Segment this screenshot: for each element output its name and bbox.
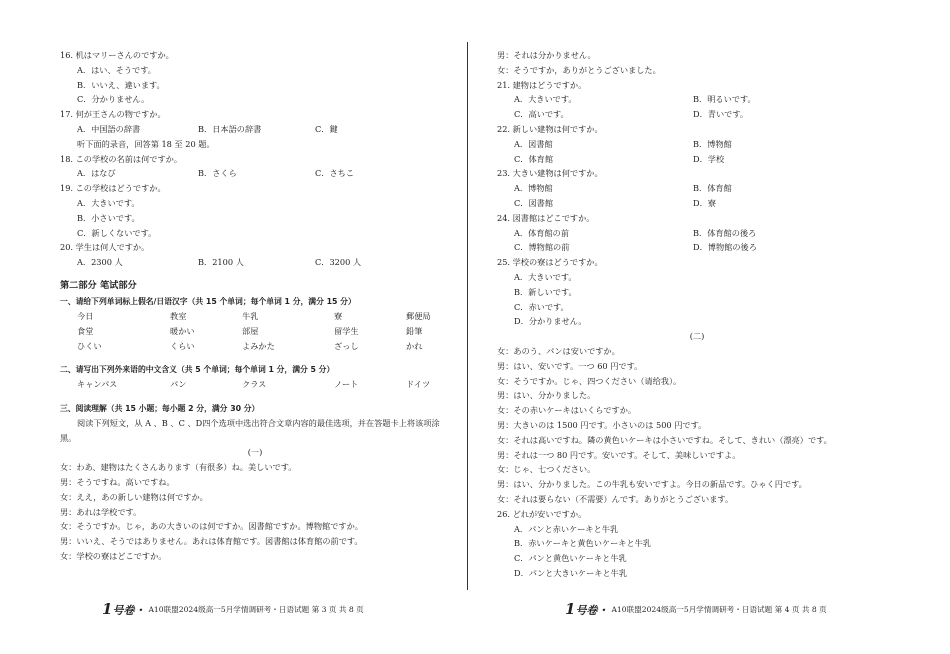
dialogue-line: 女：そうですか。じゃ、四つください（请给我）。 — [497, 375, 682, 386]
loanword: クラス — [242, 379, 267, 390]
q21-option-b: B．明るいです。 — [693, 94, 756, 105]
section3-title: 三、阅读理解（共 15 小题；每小题 2 分，满分 30 分） — [60, 404, 260, 414]
q16-option-c: C．分かりません。 — [77, 94, 150, 105]
q20-option-c: C．3200 人 — [315, 257, 362, 268]
q25-option-b: B．新しいです。 — [514, 286, 577, 297]
dialogue-line: 女：その赤いケーキはいくらですか。 — [497, 405, 637, 416]
dialogue-line: 女：じゃ、七つください。 — [497, 464, 596, 475]
left-footer — [102, 600, 364, 618]
question-20: 20. 学生は何人ですか。 — [60, 242, 150, 253]
dialogue-line: 女：学校の寮はどこですか。 — [60, 550, 167, 561]
dialogue-line: 女：それは要らない（不需要）んです。ありがとうございます。 — [497, 493, 734, 504]
vocab-word: ざっし — [334, 340, 359, 351]
q21-option-d: D．青いです。 — [693, 109, 749, 120]
q20-options — [60, 255, 450, 270]
q22-option-a: A．図書館 — [514, 138, 553, 149]
q16-option-b: B．いいえ、違います。 — [77, 79, 165, 90]
question-25: 25. 学校の寮はどうですか。 — [497, 257, 603, 268]
question-22: 22. 新しい建物は何ですか。 — [497, 123, 603, 134]
q16-option-a: A．はい、そうです。 — [77, 64, 156, 75]
vocab-word: よみかた — [242, 340, 275, 351]
q19-option-b: B．小さいです。 — [77, 212, 140, 223]
q22-option-d: D．学校 — [693, 153, 725, 164]
q26-option-d: D．パンと大きいケーキと牛乳 — [514, 567, 628, 578]
question-16: 16. 机はマリーさんのですか。 — [60, 50, 174, 60]
question-19: 19. この学校はどうですか。 — [60, 183, 166, 194]
vocab-word: 今日 — [77, 310, 94, 321]
q25-option-c: C．赤いです。 — [514, 301, 569, 312]
q23-option-d: D．寮 — [693, 197, 716, 208]
question-21: 21. 建物はどうですか。 — [497, 79, 587, 90]
q24-options-row2 — [497, 240, 897, 255]
q26-option-c: C．パンと黄色いケーキと牛乳 — [514, 553, 627, 564]
q20-option-a: A．2300 人 — [77, 257, 123, 268]
q23-options-row1 — [497, 181, 897, 196]
dialogue-line: 女：そうですか，ありがとうございました。 — [497, 64, 661, 75]
section1-row — [60, 324, 450, 339]
q17-options — [60, 122, 450, 137]
q21-option-a: A．大きいです。 — [514, 94, 577, 105]
q23-option-c: C．図書館 — [514, 197, 554, 208]
vocab-word: かれ — [406, 340, 423, 351]
page-footer-text: A10联盟2024级高一5月学情调研考・日语试题 第 4 页 共 8 页 — [611, 604, 827, 614]
section1-row — [60, 339, 450, 354]
q18-options — [60, 166, 450, 181]
question-26: 26. どれが安いですか。 — [497, 508, 587, 519]
vocab-word: 部屋 — [242, 325, 259, 336]
section1-row — [60, 309, 450, 324]
dialogue-line: 男：はい、分かりました。この牛乳も安いですよ。今日の新品です。ひゃく円です。 — [497, 479, 807, 490]
q24-option-d: D．博物館の後ろ — [693, 242, 757, 253]
loanword: ドイツ — [406, 379, 431, 390]
q17-option-c: C．鍵 — [315, 123, 338, 134]
page-footer-text: A10联盟2024级高一5月学情调研考・日语试题 第 3 页 共 8 页 — [148, 604, 364, 614]
dialogue-line: 男：それは分かりません。 — [497, 50, 596, 60]
section2-row — [60, 377, 450, 392]
column-divider — [467, 42, 468, 590]
vocab-word: 寮 — [334, 310, 343, 321]
vocab-word: 食堂 — [77, 325, 94, 336]
q24-option-a: A．体育館の前 — [514, 227, 570, 238]
dialogue-line: 男：それは一つ 80 円です。安いです。そして、美味しいですよ。 — [497, 449, 741, 460]
q22-options-row1 — [497, 137, 897, 152]
section1-title: 一、请给下列单词标上假名/日语汉字（共 15 个单词；每个单词 1 分，满分 15 分） — [60, 296, 356, 306]
loanword: キャンパス — [77, 379, 118, 390]
listening-instruction: 听下面的录音，回答第 18 至 20 题。 — [77, 138, 215, 149]
right-page — [497, 48, 897, 581]
dialogue-line: 男：いいえ、そうではありません。あれは体育館です。図書館は体育館の前です。 — [60, 536, 363, 547]
vocab-word: 教室 — [170, 310, 187, 321]
vocab-word: 牛乳 — [242, 310, 259, 321]
q23-option-a: A．博物館 — [514, 183, 553, 194]
vocab-word: 留学生 — [334, 325, 359, 336]
part2-title: 第二部分 笔试部分 — [60, 279, 137, 291]
vocab-word: 郵便局 — [406, 310, 431, 321]
dialogue-line: 男：大きいのは 1500 円です。小さいのは 500 円です。 — [497, 419, 707, 430]
q26-option-a: A．パンと赤いケーキと牛乳 — [514, 523, 619, 534]
q18-option-c: C．さちこ — [315, 168, 355, 179]
brand-logo: 1号卷・ — [102, 600, 146, 618]
dialogue-line: 男：はい、分かりました。 — [497, 390, 596, 401]
q19-option-c: C．新しくないです。 — [77, 227, 157, 238]
section3-instruction: 阅读下列短文，从 A 、B 、C 、D四个选项中选出符合文章内容的最佳选项，并在答题卡上将该项涂黑。 — [60, 418, 440, 443]
dialogue-line: 男：そうですね。高いですね。 — [60, 476, 175, 487]
brand-logo: 1号卷・ — [565, 600, 609, 618]
loanword: ノート — [334, 379, 359, 390]
q23-options-row2 — [497, 196, 897, 211]
q18-option-a: A．はなび — [77, 168, 116, 179]
vocab-word: くらい — [170, 340, 195, 351]
vocab-word: 暖かい — [170, 325, 195, 336]
vocab-word: ひくい — [77, 340, 102, 351]
left-page — [60, 48, 450, 564]
passage2-heading: (二) — [689, 331, 705, 342]
dialogue-line: 女：わあ、建物はたくさんあります（有很多）ね。美しいです。 — [60, 462, 297, 473]
q26-option-b: B．赤いケーキと黄色いケーキと牛乳 — [514, 538, 652, 549]
dialogue-line: 女：ええ，あの新しい建物は何ですか。 — [60, 491, 208, 502]
dialogue-line: 女：それは高いですね。隣の黄色いケーキは小さいですね。そして、きれい（漂亮）です。 — [497, 434, 832, 445]
section2-title: 二、请写出下列外来语的中文含义（共 5 个单词；每个单词 1 分，满分 5 分） — [60, 365, 335, 375]
dialogue-line: 女：そうですか。じゃ，あの大きいのは何ですか。図書館ですか。博物館ですか。 — [60, 521, 363, 532]
passage1-heading: (一) — [247, 447, 263, 458]
vocab-word: 鉛筆 — [406, 325, 423, 336]
question-23: 23. 大きい建物は何ですか。 — [497, 168, 603, 179]
question-24: 24. 図書館はどこですか。 — [497, 212, 595, 223]
q18-option-b: B．さくら — [198, 168, 237, 179]
q20-option-b: B．2100 人 — [198, 257, 244, 268]
dialogue-line: 男：あれは学校です。 — [60, 506, 142, 517]
q17-option-a: A．中国語の辞書 — [77, 123, 141, 134]
q24-options-row1 — [497, 226, 897, 241]
q22-options-row2 — [497, 152, 897, 167]
dialogue-line: 女：あのう、パンは安いですか。 — [497, 345, 620, 356]
question-18: 18. この学校の名前は何ですか。 — [60, 153, 183, 164]
dialogue-line: 男：はい、安いです。一つ 60 円です。 — [497, 360, 643, 371]
q21-option-c: C．高いです。 — [514, 109, 569, 120]
q21-options-row1 — [497, 92, 897, 107]
q24-option-b: B．体育館の後ろ — [693, 227, 757, 238]
q25-option-a: A．大きいです。 — [514, 271, 577, 282]
q22-option-b: B．博物館 — [693, 138, 732, 149]
q23-option-b: B．体育館 — [693, 183, 732, 194]
q22-option-c: C．体育館 — [514, 153, 554, 164]
q19-option-a: A．大きいです。 — [77, 197, 140, 208]
q21-options-row2 — [497, 107, 897, 122]
q24-option-c: C．博物館の前 — [514, 242, 570, 253]
loanword: パン — [170, 379, 187, 390]
question-17: 17. 何が王さんの物ですか。 — [60, 109, 166, 120]
q17-option-b: B．日本語の辞書 — [198, 123, 262, 134]
q25-option-d: D．分かりません。 — [514, 316, 587, 327]
right-footer — [565, 600, 827, 618]
